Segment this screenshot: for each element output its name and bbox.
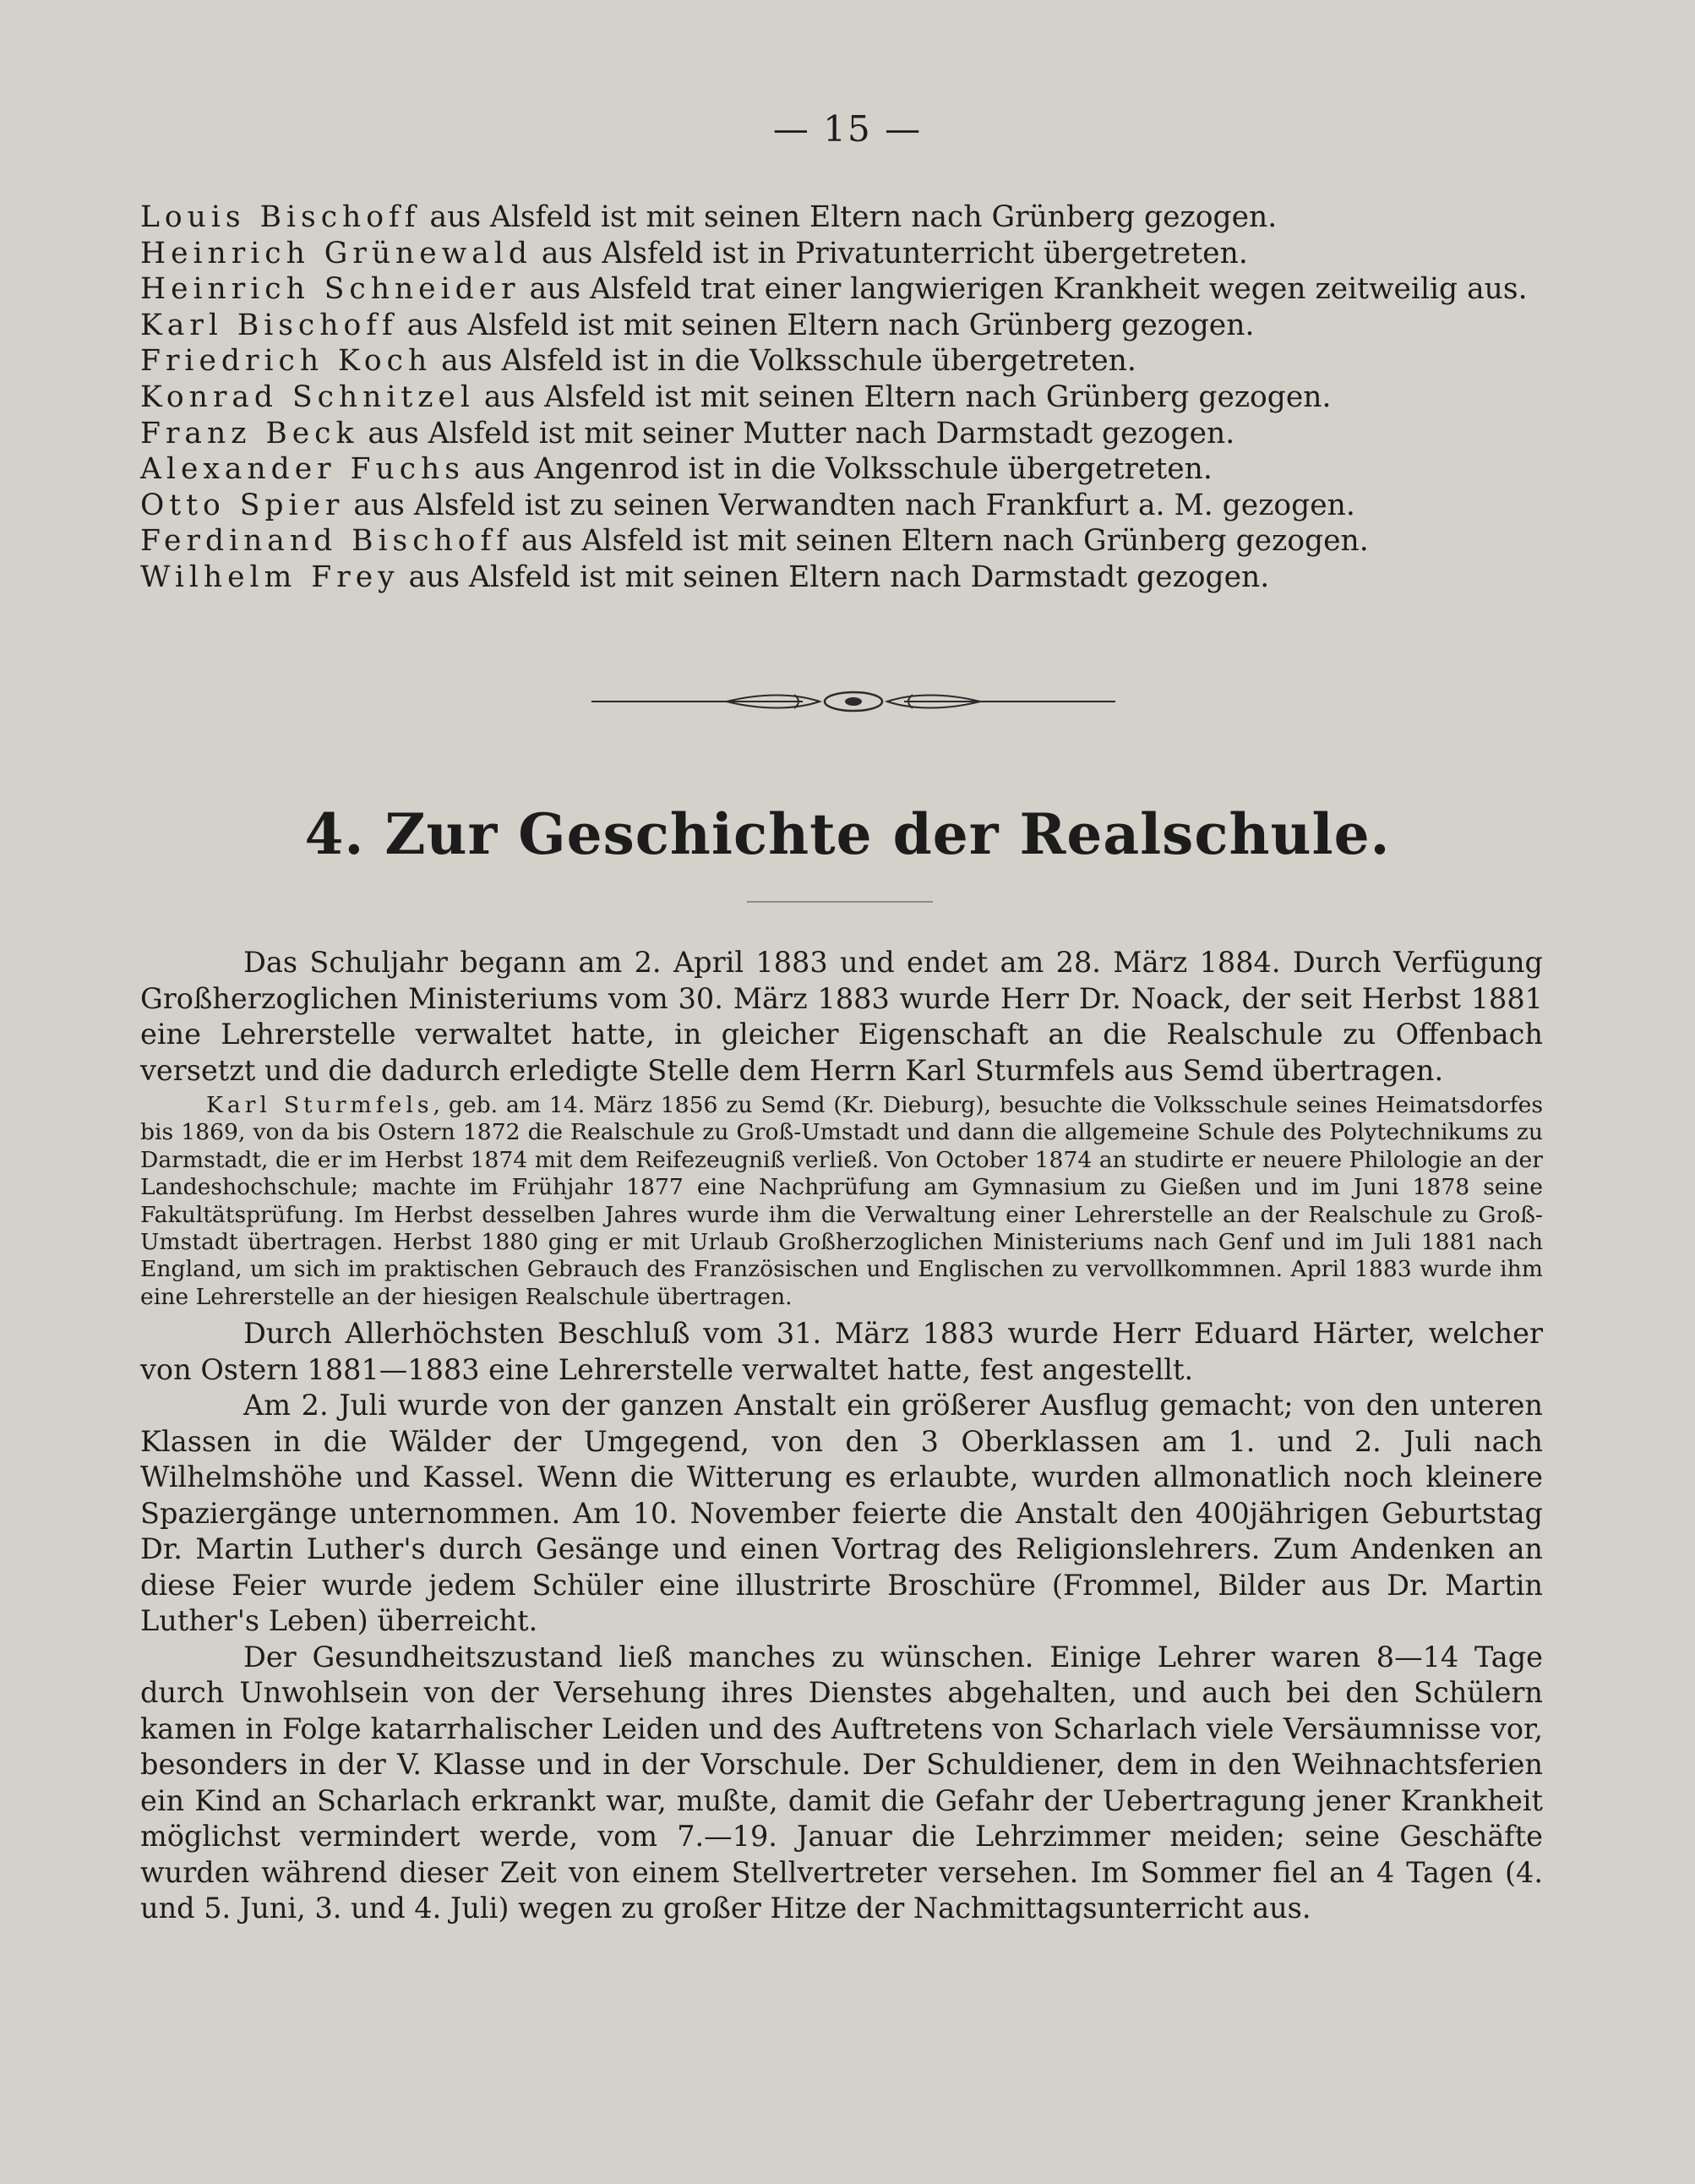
departure-text: aus Alsfeld ist zu seinen Verwandten nach Frankfurt a. M. gezogen. <box>344 488 1355 522</box>
list-item <box>140 199 1526 236</box>
departure-text: aus Alsfeld ist mit seinen Eltern nach Grünberg gezogen. <box>420 200 1278 234</box>
student-name: Louis Bischoff <box>140 200 421 234</box>
list-item <box>140 343 1526 379</box>
biography-note <box>140 1092 1543 1311</box>
heading-rule <box>747 901 933 903</box>
student-name: Otto Spier <box>140 488 345 522</box>
list-item <box>140 271 1526 308</box>
student-name: Alexander Fuchs <box>140 452 465 487</box>
bio-name: Karl Sturmfels <box>206 1092 433 1118</box>
departure-text: aus Alsfeld trat einer langwierigen Krankheit wegen zeitweilig aus. <box>520 272 1528 307</box>
list-item <box>140 416 1526 452</box>
departure-text: aus Alsfeld ist mit seinen Eltern nach Grünberg gezogen. <box>474 379 1332 414</box>
departure-text: aus Alsfeld ist in Privatunterricht übergetreten. <box>531 236 1248 270</box>
list-item <box>140 236 1526 272</box>
departure-text: aus Alsfeld ist in die Volksschule übergetreten. <box>432 344 1136 379</box>
paragraph-appointment: Durch Allerhöchsten Beschluß vom 31. März 1883 wurde Herr Eduard Härter, welcher von Ostern 1881—1883 eine Lehrerstelle verwaltet hatte, fest angestellt. <box>140 1317 1543 1386</box>
section-heading: 4. Zur Geschichte der Realschule. <box>304 801 1391 867</box>
page-number: — 15 — <box>772 108 923 150</box>
student-name: Franz Beck <box>140 416 359 450</box>
departure-text: aus Alsfeld ist mit seinen Eltern nach Darmstadt gezogen. <box>399 560 1270 594</box>
student-name: Konrad Schnitzel <box>140 379 475 414</box>
departure-text: aus Alsfeld ist mit seinen Eltern nach Grünberg gezogen. <box>512 524 1369 559</box>
student-name: Wilhelm Frey <box>140 560 400 594</box>
departure-text: aus Angenrod ist in die Volksschule übergetreten. <box>464 452 1213 487</box>
ornament-divider-icon <box>591 686 1115 717</box>
list-item <box>140 523 1526 560</box>
section-body <box>140 945 1543 1927</box>
list-item <box>140 379 1526 416</box>
list-item <box>140 308 1526 344</box>
student-name: Friedrich Koch <box>140 344 433 379</box>
list-item <box>140 560 1526 596</box>
student-name: Heinrich Grünewald <box>140 236 532 270</box>
paragraph-health: Der Gesundheitszustand ließ manches zu wünschen. Einige Lehrer waren 8—14 Tage durch Unwohlsein von der Versehung ihres Dienstes abgehalten, und auch bei den Schülern kamen in Folge katarrhalischer Leiden und des Auftretens von Scharlach viele Versäumnisse vor, besonders in der V. Klasse und in der Vorschule. Der Schuldiener, dem in den Weihnachtsferien ein Kind an Scharlach erkrankt war, mußte, damit die Gefahr der Uebertragung jener Krankheit möglichst vermindert werde, vom 7.—19. Januar die Lehrzimmer meiden; seine Geschäfte wurden während dieser Zeit von einem Stellvertreter versehen. Im Sommer fiel an 4 Tagen (4. und 5. Juni, 3. und 4. Juli) wegen zu großer Hitze der Nachmittagsunterricht aus. <box>140 1640 1543 1925</box>
departures-list <box>140 199 1526 596</box>
departure-text: aus Alsfeld ist mit seinen Eltern nach Grünberg gezogen. <box>397 308 1255 342</box>
departure-text: aus Alsfeld ist mit seiner Mutter nach Darmstadt gezogen. <box>358 416 1235 450</box>
list-item <box>140 451 1526 488</box>
student-name: Ferdinand Bischoff <box>140 524 513 559</box>
student-name: Karl Bischoff <box>140 308 398 342</box>
bio-text: , geb. am 14. März 1856 zu Semd (Kr. Dieburg), besuchte die Volksschule seines Heimatsdorfes bis 1869, von da bis Ostern 1872 die Realschule zu Groß-Umstadt und dann die allgemeine Schule des Polytechnikums zu Darmstadt, die er im Herbst 1874 mit dem Reifezeugniß verließ. Von October 1874 an studirte er neuere Philologie an der Landeshochschule; machte im Frühjahr 1877 eine Nachprüfung am Gymnasium zu Gießen und im Juni 1878 seine Fakultätsprüfung. Im Herbst desselben Jahres wurde ihm die Verwaltung einer Lehrerstelle an der Realschule zu Groß-Umstadt übertragen. Herbst 1880 ging er mit Urlaub Großherzoglichen Ministeriums nach Genf und im Juli 1881 nach England, um sich im praktischen Gebrauch des Französischen und Englischen zu vervollkommnen. April 1883 wurde ihm eine Lehrerstelle an der hiesigen Realschule übertragen. <box>140 1092 1543 1310</box>
paragraph-excursion: Am 2. Juli wurde von der ganzen Anstalt ein größerer Ausflug gemacht; von den unteren Klassen in die Wälder der Umgegend, von den 3 Oberklassen am 1. und 2. Juli nach Wilhelmshöhe und Kassel. Wenn die Witterung es erlaubte, wurden allmonatlich noch kleinere Spaziergänge unternommen. Am 10. November feierte die Anstalt den 400jährigen Geburtstag Dr. Martin Luther's durch Gesänge und einen Vortrag des Religionslehrers. Zum Andenken an diese Feier wurde jedem Schüler eine illustrirte Broschüre (Frommel, Bilder aus Dr. Martin Luther's Leben) überreicht. <box>140 1389 1543 1638</box>
student-name: Heinrich Schneider <box>140 272 520 307</box>
list-item <box>140 488 1526 524</box>
paragraph-school-year: Das Schuljahr begann am 2. April 1883 und endet am 28. März 1884. Durch Verfügung Großherzoglichen Ministeriums vom 30. März 1883 wurde Herr Dr. Noack, der seit Herbst 1881 eine Lehrerstelle verwaltet hatte, in gleicher Eigenschaft an die Realschule zu Offenbach versetzt und die dadurch erledigte Stelle dem Herrn Karl Sturmfels aus Semd übertragen. <box>140 946 1543 1087</box>
